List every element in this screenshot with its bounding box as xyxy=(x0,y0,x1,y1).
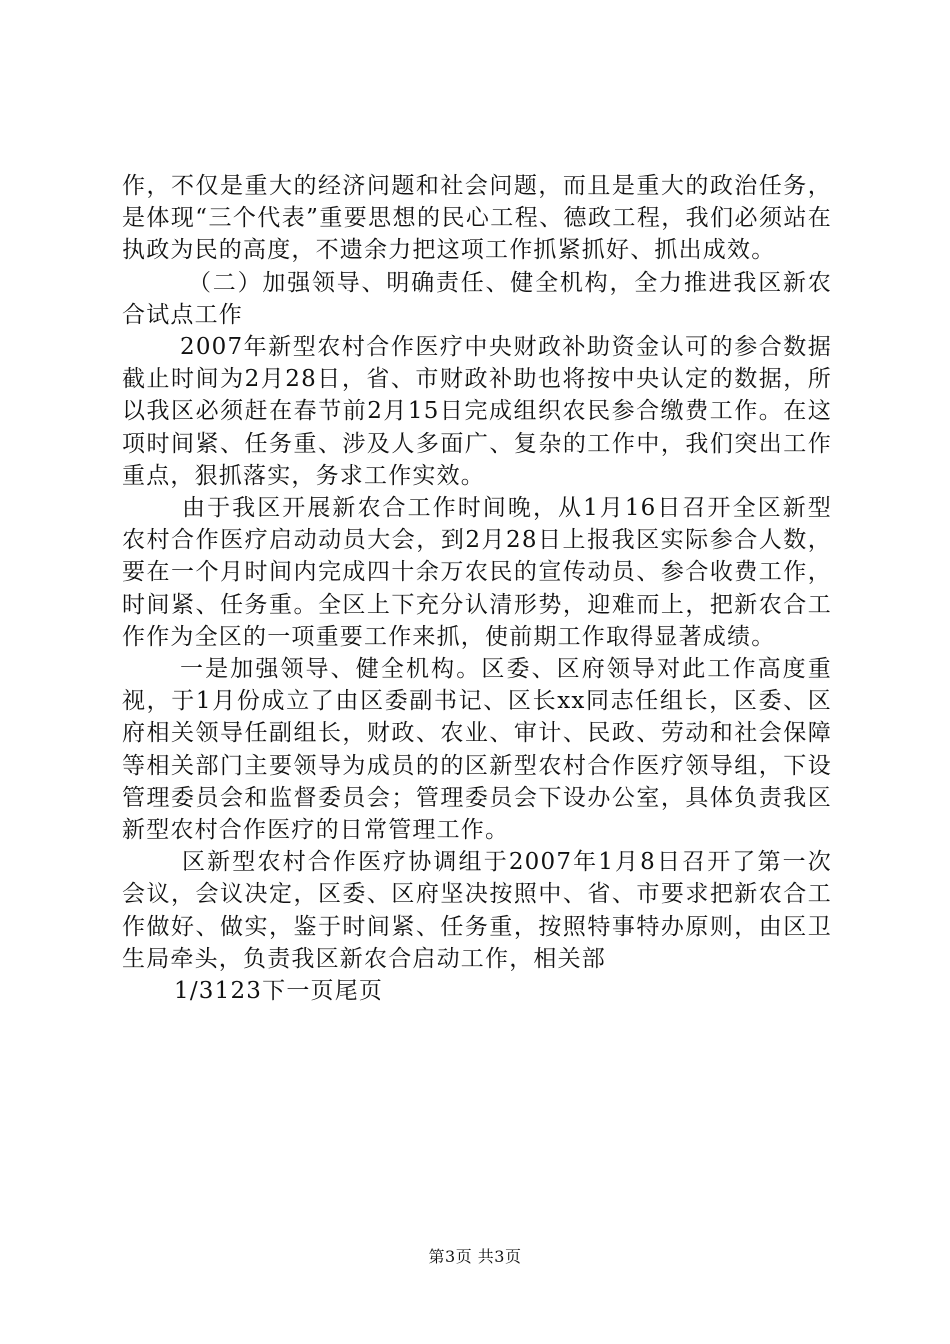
paragraph-timeline: 由于我区开展新农合工作时间晚，从1月16日召开全区新型农村合作医疗启动动员大会，到2月28日上报我区实际参合人数，要在一个月时间内完成四十余万农民的宣传动员、参合收费工作，时间紧、任务重。全区上下充分认清形势，迎难而上，把新农合工作作为全区的一项重要工作来抓，使前期工作取得显著成绩。 xyxy=(122,495,832,650)
document-body xyxy=(122,170,832,1007)
paragraph-continuation: 作，不仅是重大的经济问题和社会问题，而且是重大的政治任务，是体现“三个代表”重要思想的民心工程、德政工程，我们必须站在执政为民的高度，不遗余力把这项工作抓紧抓好、抓出成效。 xyxy=(122,173,832,264)
section-heading: （二）加强领导、明确责任、健全机构，全力推进我区新农合试点工作 xyxy=(122,269,832,328)
pagination-text: 1/3123下一页尾页 xyxy=(174,978,384,1005)
paragraph-deadline: 2007年新型农村合作医疗中央财政补助资金认可的参合数据截止时间为2月28日，省、市财政补助也将按中央认定的数据，所以我区必须赶在春节前2月15日完成组织农民参合缴费工作。在这项时间紧、任务重、涉及人多面广、复杂的工作中，我们突出工作重点，狠抓落实，务求工作实效。 xyxy=(122,334,832,489)
page-footer: 第3页 共3页 xyxy=(428,1247,522,1266)
paragraph-leadership: 一是加强领导、健全机构。区委、区府领导对此工作高度重视，于1月份成立了由区委副书记、区长xx同志任组长，区委、区府相关领导任副组长，财政、农业、审计、民政、劳动和社会保障等相关部门主要领导为成员的的区新型农村合作医疗领导组，下设管理委员会和监督委员会；管理委员会下设办公室，具体负责我区新型农村合作医疗的日常管理工作。 xyxy=(122,656,832,844)
paragraph-coordination: 区新型农村合作医疗协调组于2007年1月8日召开了第一次会议，会议决定，区委、区府坚决按照中、省、市要求把新农合工作做好、做实，鉴于时间紧、任务重，按照特事特办原则，由区卫生局牵头，负责我区新农合启动工作，相关部 xyxy=(122,849,832,972)
